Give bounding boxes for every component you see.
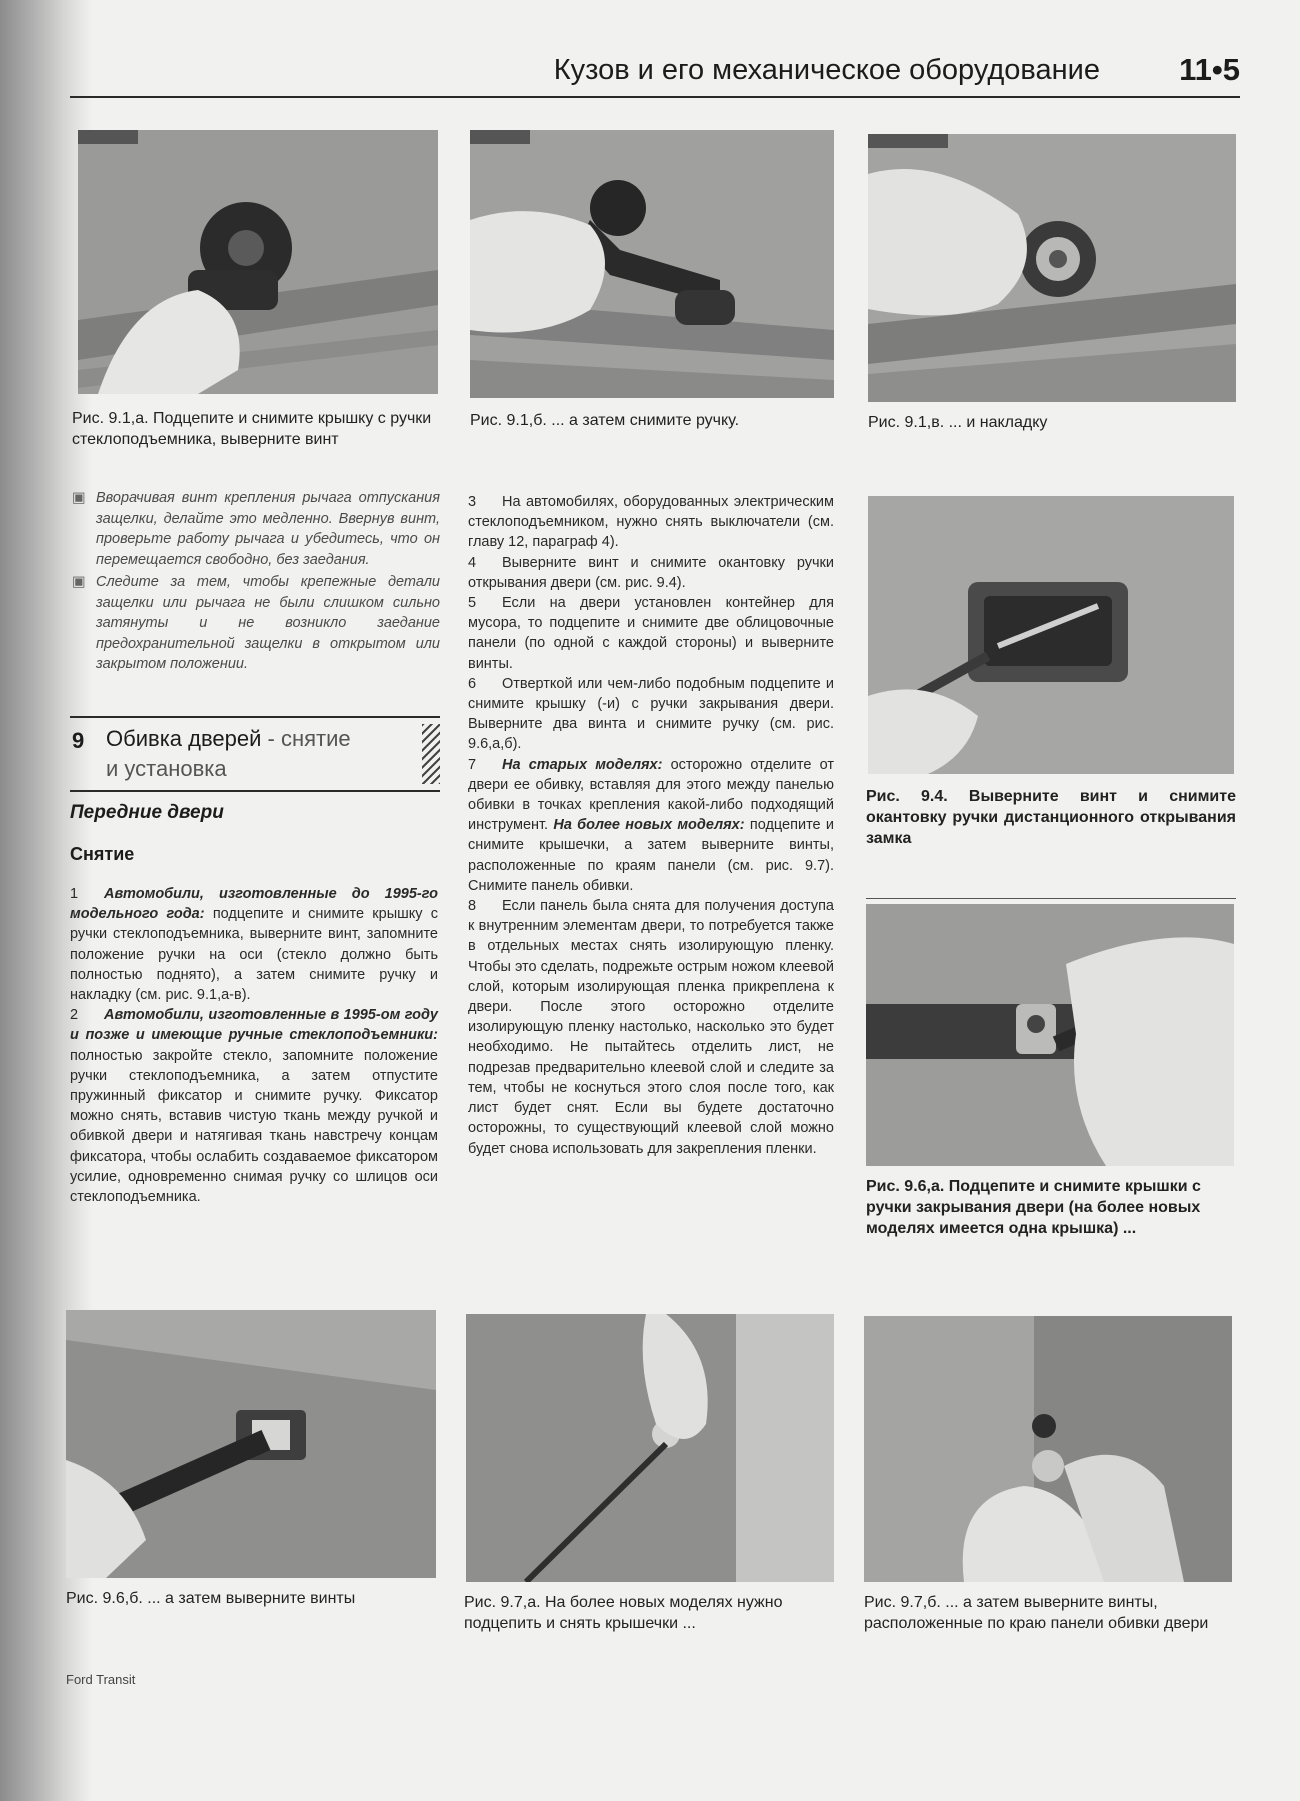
caption-fig-9-1b: Рис. 9.1,б. ... а затем снимите ручку. bbox=[470, 412, 740, 429]
subheading-removal: Снятие bbox=[70, 844, 135, 864]
caption-fig-9-1a: Рис. 9.1,а. Подцепите и снимите крышку с ручки стеклоподъемника, выверните винт bbox=[72, 410, 432, 448]
section-heading bbox=[70, 716, 440, 792]
section-title-line2: и установка bbox=[106, 756, 227, 781]
note-item: ▣ Вворачивая винт крепления рычага отпускания защелки, делайте это медленно. Ввернув винт, проверьте работу рычага и убедитесь, что он перемещается свободно, без заедания. bbox=[72, 490, 440, 568]
photo-fig-9-4 bbox=[868, 496, 1234, 774]
footer-book-title: Ford Transit bbox=[66, 1672, 136, 1687]
column-2-text bbox=[468, 492, 834, 1159]
notes-block bbox=[72, 488, 440, 677]
paragraph-1: 1 Автомобили, изготовленные до 1995-го модельного года: подцепите и снимите крышку с ручки стеклоподъемника, выверните винт, запомните положение ручки на оси (стекло должно быть полностью поднято), а затем снимите ручку и накладку (см. рис. 9.1,а-в). bbox=[70, 886, 438, 1004]
note-item: ▣ Следите за тем, чтобы крепежные детали защелки или рычага не были слишком сильно затянуты и не возникло заедание предохранительной защелки в открытом или закрытом положении. bbox=[72, 574, 440, 672]
photo-fig-9-6a bbox=[866, 904, 1234, 1166]
caption-fig-9-6a: Рис. 9.6,а. Подцепите и снимите крышки с ручки закрывания двери (на более новых моделях имеется одна крышка) ... bbox=[866, 1178, 1201, 1237]
paragraph-3: 3 На автомобилях, оборудованных электрическим стеклоподъемником, нужно снять выключатели (см. главу 12, параграф 4). bbox=[468, 494, 834, 551]
note-bullet-icon: ▣ bbox=[72, 490, 86, 506]
page-number: 11•5 bbox=[1179, 52, 1240, 87]
photo-fig-9-7b bbox=[864, 1316, 1232, 1582]
note-bullet-icon: ▣ bbox=[72, 574, 86, 590]
photo-fig-9-1c bbox=[868, 134, 1236, 402]
caption-fig-9-7a: Рис. 9.7,а. На более новых моделях нужно подцепить и снять крышечки ... bbox=[464, 1594, 783, 1632]
photo-fig-9-6b bbox=[66, 1310, 436, 1578]
paragraph-8: 8 Если панель была снята для получения доступа к внутренним элементам двери, то потребуется также в отдельных местах снять изолирующую пленку. Чтобы это сделать, подрежьте острым ножом клеевой слой, которым изолирующая пленка прикреплена к двери. После этого осторожно отделите изолирующую пленку настолько, насколько это будет необходимо. Не пытайтесь отделить лист, не подрезав предварительно клеевой слой и следите за тем, чтобы не коснуться этого слоя после того, как лист будет снят. Если вы будете достаточно осторожны, то существующий клеевой слой можно будет снова использовать для закрепления пленки. bbox=[468, 898, 834, 1157]
caption-fig-9-6b: Рис. 9.6,б. ... а затем выверните винты bbox=[66, 1590, 356, 1607]
photo-fig-9-7a bbox=[466, 1314, 834, 1582]
photo-fig-9-1a bbox=[78, 130, 438, 394]
caption-fig-9-4: Рис. 9.4. Выверните винт и снимите окантовку ручки дистанционного открывания замка bbox=[866, 788, 1236, 847]
page-header bbox=[70, 50, 1240, 98]
divider-line bbox=[866, 898, 1236, 899]
chapter-title: Кузов и его механическое оборудование bbox=[553, 54, 1100, 86]
section-number: 9 bbox=[72, 728, 85, 753]
subheading-front-doors: Передние двери bbox=[70, 802, 224, 823]
caption-fig-9-7b: Рис. 9.7,б. ... а затем выверните винты, расположенные по краю панели обивки двери bbox=[864, 1594, 1209, 1632]
section-title: Обивка дверей - снятие bbox=[106, 726, 351, 751]
photo-fig-9-1b bbox=[470, 130, 834, 398]
paragraph-2: 2 Автомобили, изготовленные в 1995-ом году и позже и имеющие ручные стеклоподъемники: полностью закройте стекло, запомните положение ручки стеклоподъемника, а затем отпустите пружинный фиксатор и снимите ручку. Фиксатор можно снять, вставив чистую ткань между ручкой и обивкой двери и натягивая ткань навстречу концам фиксатора, чтобы ослабить создаваемое фиксатором усилие, одновременно снимая ручку со шлицов оси стеклоподъемника. bbox=[70, 1007, 438, 1206]
paragraph-6: 6 Отверткой или чем-либо подобным подцепите и снимите крышку (-и) с ручки закрывания двери. Выверните два винта и снимите ручку (см. рис. 9.6,а,б). bbox=[468, 675, 834, 753]
caption-fig-9-1c: Рис. 9.1,в. ... и накладку bbox=[868, 414, 1048, 431]
paragraph-5: 5 Если на двери установлен контейнер для мусора, то подцепите и снимите две облицовочные панели (по одной с каждой стороны) и выверните винты. bbox=[468, 595, 834, 672]
paragraph-7: 7 На старых моделях: осторожно отделите от двери ее обивку, вставляя для этого между панелью обивки в точках крепления какой-либо подходящий инструмент. На более новых моделях: подцепите и снимите крышечки, а затем выверните винты, расположенные по краям панели (см. рис. 9.7). Снимите панель обивки. bbox=[468, 756, 834, 894]
section-hatch-decoration bbox=[422, 724, 440, 784]
paragraph-4: 4 Выверните винт и снимите окантовку ручки открывания двери (см. рис. 9.4). bbox=[468, 554, 834, 591]
column-1-text bbox=[70, 884, 438, 1207]
